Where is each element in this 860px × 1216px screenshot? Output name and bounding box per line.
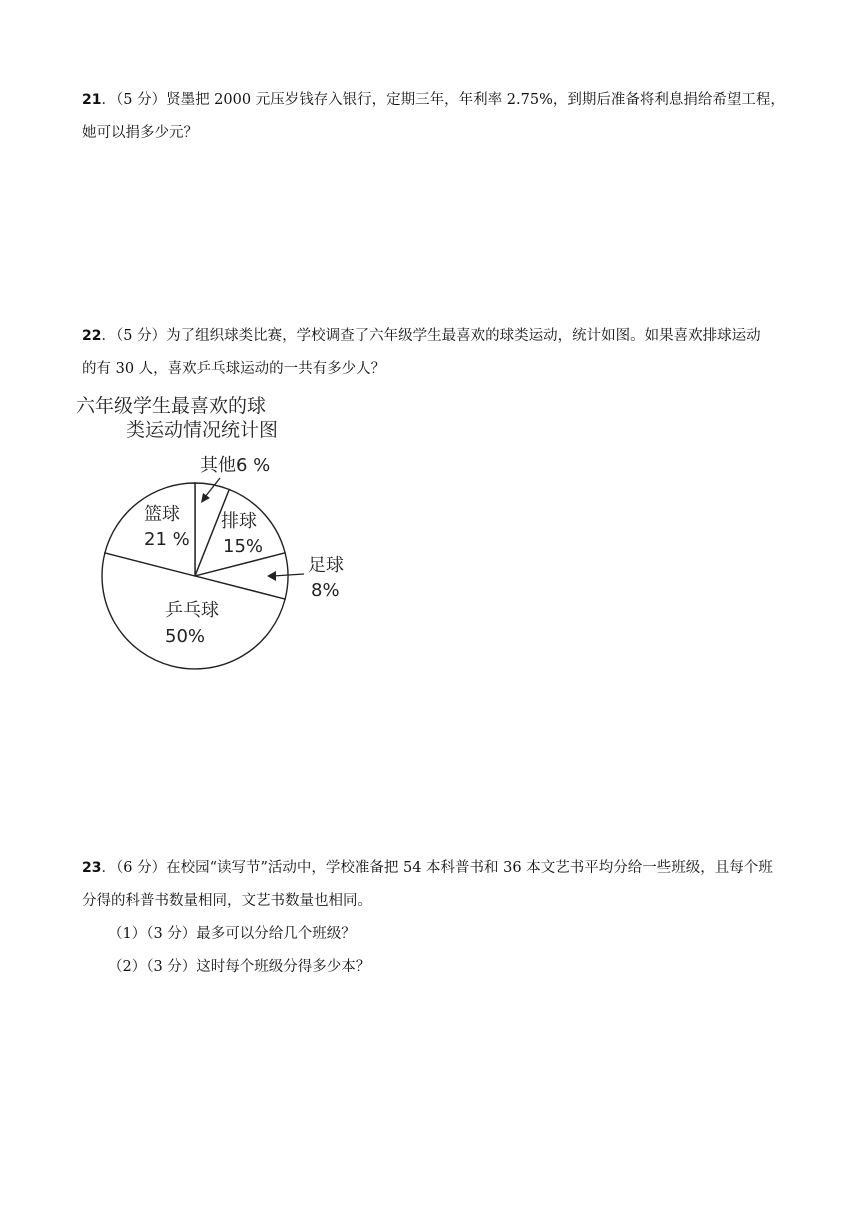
label-volleyball-percent: 15% (223, 536, 264, 557)
q21-number: 21 (82, 92, 102, 108)
q22-text-1: ．（5 分）为了组织球类比赛，学校调查了六年级学生最喜欢的球类运动，统计如图。如果喜欢排球运动 (101, 328, 761, 344)
pie-chart (70, 390, 370, 675)
q21-text-1: ．（5 分）贤墨把 2000 元压岁钱存入银行，定期三年，年利率 2.75%，到期后准备将利息捐给希望工程， (101, 92, 785, 108)
q23-line1 (82, 858, 812, 878)
label-basketball-percent: 21 % (144, 529, 190, 550)
q22-number: 22 (82, 328, 102, 344)
q23-subquestion-1: （1）（3 分）最多可以分给几个班级？ (108, 926, 356, 942)
q23-text-1: ．（6 分）在校园“读写节”活动中，学校准备把 54 本科普书和 36 本文艺书平均分给一些班级，且每个班 (101, 860, 773, 876)
q23-subquestion-2: （2）（3 分）这时每个班级分得多少本？ (108, 959, 371, 975)
label-pingpong-name: 乒乓球 (165, 600, 219, 621)
label-other-percent: 6 % (236, 455, 271, 476)
q22-line1 (82, 326, 812, 346)
label-volleyball-name: 排球 (221, 511, 257, 532)
chart-title-line1: 六年级学生最喜欢的球 (76, 395, 267, 417)
label-football-name: 足球 (308, 555, 344, 576)
q23-number: 23 (82, 860, 102, 876)
label-other-name: 其他 (200, 455, 236, 476)
q21-line2: 她可以捐多少元？ (82, 125, 198, 141)
label-basketball-name: 篮球 (144, 504, 180, 525)
chart-title-line2: 类运动情况统计图 (126, 419, 279, 441)
label-football-percent: 8% (311, 580, 340, 601)
q21-line1 (82, 90, 812, 110)
q22-line2: 的有 30 人，喜欢乒乓球运动的一共有多少人？ (82, 361, 386, 377)
q23-line2: 分得的科普书数量相同，文艺书数量也相同。 (82, 893, 372, 909)
label-other (200, 455, 270, 476)
label-pingpong-percent: 50% (165, 626, 206, 647)
